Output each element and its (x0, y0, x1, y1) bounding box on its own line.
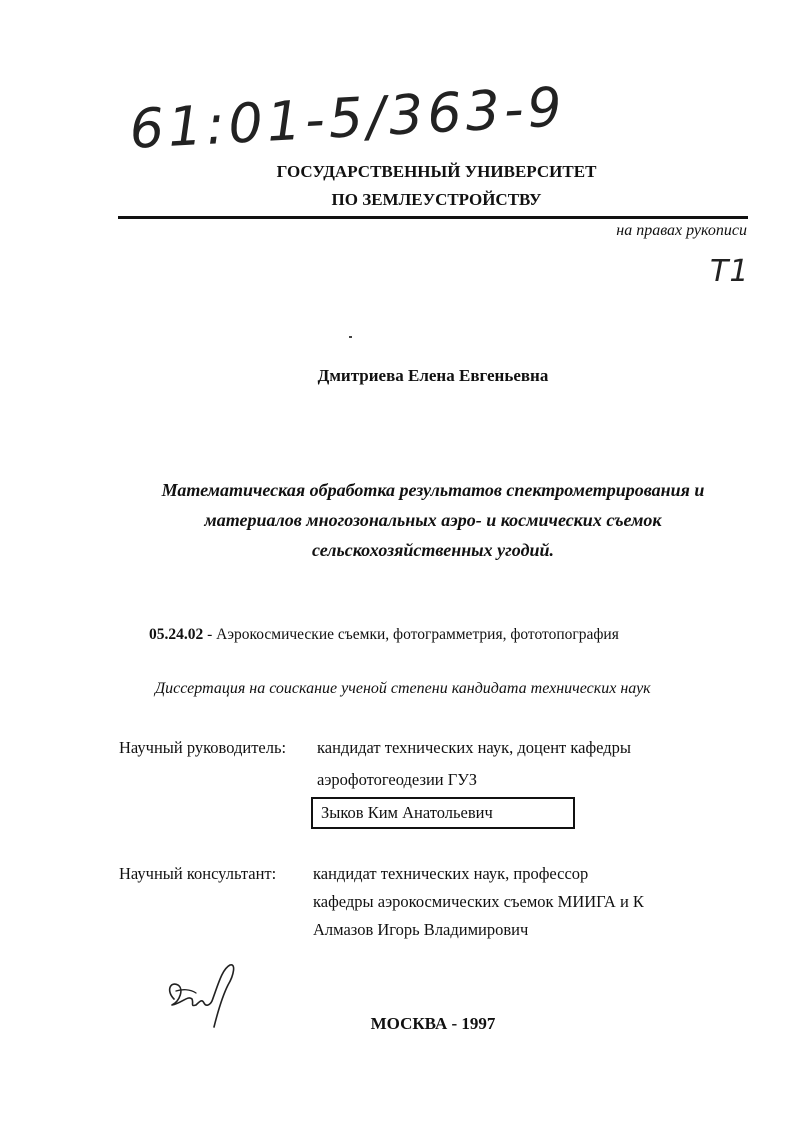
handwritten-archive-number: 61:01-5/363-9 (128, 75, 568, 161)
author-name: Дмитриева Елена Евгеньевна (317, 366, 549, 385)
manuscript-rights-note: на правах рукописи (616, 222, 747, 239)
header-rule (118, 216, 748, 219)
degree-statement: Диссертация на соискание ученой степени кандидата технических наук (155, 680, 651, 697)
university-name-line1: ГОСУДАРСТВЕННЫЙ УНИВЕРСИТЕТ (276, 162, 597, 181)
supervisor-label: Научный руководитель: (119, 738, 287, 757)
supervisor-name: Зыков Ким Анатольевич (321, 803, 493, 822)
specialty-line (149, 626, 619, 644)
dissertation-title-line1: Математическая обработка результатов спектрометрирования и (161, 480, 705, 500)
dissertation-title-line3: сельскохозяйственных угодий. (311, 540, 555, 560)
university-name-line2: ПО ЗЕМЛЕУСТРОЙСТВУ (331, 190, 542, 209)
city-year: МОСКВА - 1997 (370, 1014, 496, 1033)
scan-speck (349, 336, 352, 338)
supervisor-title: кандидат технических наук, доцент кафедры (317, 738, 631, 757)
handwritten-inventory-mark: T1 (710, 254, 750, 289)
supervisor-department: аэрофотогеодезии ГУЗ (317, 770, 478, 789)
consultant-name: Алмазов Игорь Владимирович (313, 920, 529, 939)
consultant-label: Научный консультант: (119, 864, 277, 883)
specialty-description: - Аэрокосмические съемки, фотограмметрия, фототопография (203, 626, 619, 643)
dissertation-title-line2: материалов многозональных аэро- и космических съемок (204, 510, 662, 530)
consultant-title: кандидат технических наук, профессор (313, 864, 589, 883)
consultant-department: кафедры аэрокосмических съемок МИИГА и К (313, 892, 644, 911)
specialty-code: 05.24.02 (149, 626, 204, 643)
